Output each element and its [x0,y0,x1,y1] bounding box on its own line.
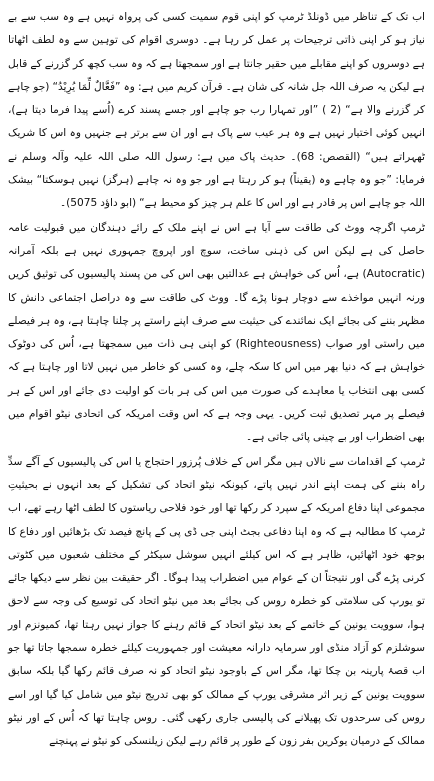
article-paragraph-2: ٹرمپ اگرچہ ووٹ کی طاقت سے آیا ہے اس نے اپنے ملک کے رائے دہندگان میں قبولیت عامہ حاصل کی ہے لیکن اس کی ذہنی ساخت، سوچ اور اپروچ جمہوری نہیں ہے بلکہ آمرانہ (Autocratic) ہے، اُس کی خواہش ہے عدالتیں بھی اس کی من پسند پالیسیوں کی توثیق کریں ورنہ انہیں مواخذے سے دوچار ہونا پڑے گا۔ ووٹ کی طاقت سے وہ دراصل اجتماعی دانش کا مظہر بننے کی بجائے ایک نمائندے کی حیثیت سے صرف اپنے راستے پر چلنا چاہتا ہے، وہ ہر فیصلے میں راستی اور صواب (Righteousness) کو اپنی ہی ذات میں سمجھتا ہے، اُس کی دوٹوک خواہش ہے کہ دنیا بھر میں اس کا سکہ چلے، وہ کسی کو خاطر میں نہیں لاتا اور چاہتا ہے کہ کسی بھی انتخاب یا معاہدے کی صورت میں اس کی ہر بات کو اولیت دی جائے اور اس کے ہر فیصلے پر مہر تصدیق ثبت کریں۔ یہی وجہ ہے کہ اس وقت امریکہ کی اتحادی نیٹو اقوام میں بھی اضطراب اور بے چینی پائی جاتی ہے۔ [8,221,425,444]
article-paragraph-1: اب تک کے تناظر میں ڈونلڈ ٹرمپ کو اپنی قوم سمیت کسی کی پرواہ نہیں ہے وہ سب سے بے نیاز ہو کر اپنی ذاتی ترجیحات پر عمل کر رہا ہے۔ دوسری اقوام کی توہین سے وہ لطف اٹھاتا ہے دوسروں کو اپنے مقابلے میں حقیر جانتا ہے اور سمجھتا ہے کہ وہ سب کچھ کر گزرنے کے قابل ہے لیکن یہ صرف اللہ جل شانہ کی شان ہے۔ قرآن کریم میں ہے: وہ ”فَعَّالٌ لِّمَا یُرِیْدُ“ (جو چاہے کر گزرنے والا ہے“ (2 ) ”اور تمہارا رب جو چاہے اور جسے پسند کرے (اُسے پیدا فرما دیتا ہے)، انہیں کوئی اختیار نہیں ہے وہ ہر عیب سے پاک ہے اور ان سے برتر ہے جنہیں وہ اس کا شریک ٹھہراتے ہیں“ (القصص: 68)۔ حدیث پاک میں ہے: رسول اللہ صلی اللہ علیہ وآلہ وسلم نے فرمایا: ”جو وہ چاہے وہ (یقیناً) ہو کر رہتا ہے اور جو وہ نہ چاہے (ہرگز) نہیں ہوسکتا“ بیشک اللہ جو چاہے اس پر قادر ہے اور اس کا علم ہر چیز کو محیط ہے“ (ابو داؤد 5075)۔ [8,11,425,210]
article-paragraph-3: ٹرمپ کے اقدامات سے نالاں ہیں مگر اس کے خلاف پُرزور احتجاج یا اس کی پالیسیوں کے آگے سدِّ راہ بننے کی ہمت اپنے اندر نہیں پاتے، کیونکہ نیٹو اتحاد کی تشکیل کے بعد انہوں نے بحیثیتِ مجموعی اپنا دفاع امریکہ کے سپرد کر رکھا تھا اور خود فلاحی ریاستوں کا لطف اٹھا رہے تھے، اب ٹرمپ کا مطالبہ ہے کہ وہ اپنا دفاعی بجٹ اپنی جی ڈی پی کے پانچ فیصد تک بڑھائیں اور دفاع کا بوجھ خود اٹھائیں، ظاہر ہے کہ اس کیلئے انہیں سوشل سیکٹر کے مختلف شعبوں میں کٹوتی کرنی پڑے گی اور نتیجتاً ان کے عوام میں اضطراب پیدا ہوگا۔ اگر حقیقت بین نظر سے دیکھا جائے تو یورپ کی سلامتی کو خطرہ روس کی بجائے بعد میں نیٹو اتحاد کی توسیع کی وجہ سے لاحق ہوا، سوویت یونین کے خاتمے کے بعد نیٹو اتحاد کے قائم رہنے کا جواز نہیں رہتا تھا، کمیونزم اور سوشلزم کو آزاد منڈی اور سرمایہ دارانہ معیشت اور جمہوریت کیلئے خطرہ سمجھا جاتا تھا جو اب قصۂ پارینہ بن چکا تھا، مگر اس کے باوجود نیٹو اتحاد کو نہ صرف قائم رکھا گیا بلکہ سابق سوویت یونین کے زیر اثر مشرقی یورپ کے ممالک کو بھی تدریج نیٹو میں شامل کیا گیا اور اسے روس کی سرحدوں تک پھیلانے کی پالیسی جاری رکھی گئی۔ روس چاہتا تھا کہ اُس کے اور نیٹو ممالک کے درمیان یوکرین بفر زون کے طور پر قائم رہے لیکن زیلنسکی کو نیٹو نے پہنچنے [8,455,425,748]
